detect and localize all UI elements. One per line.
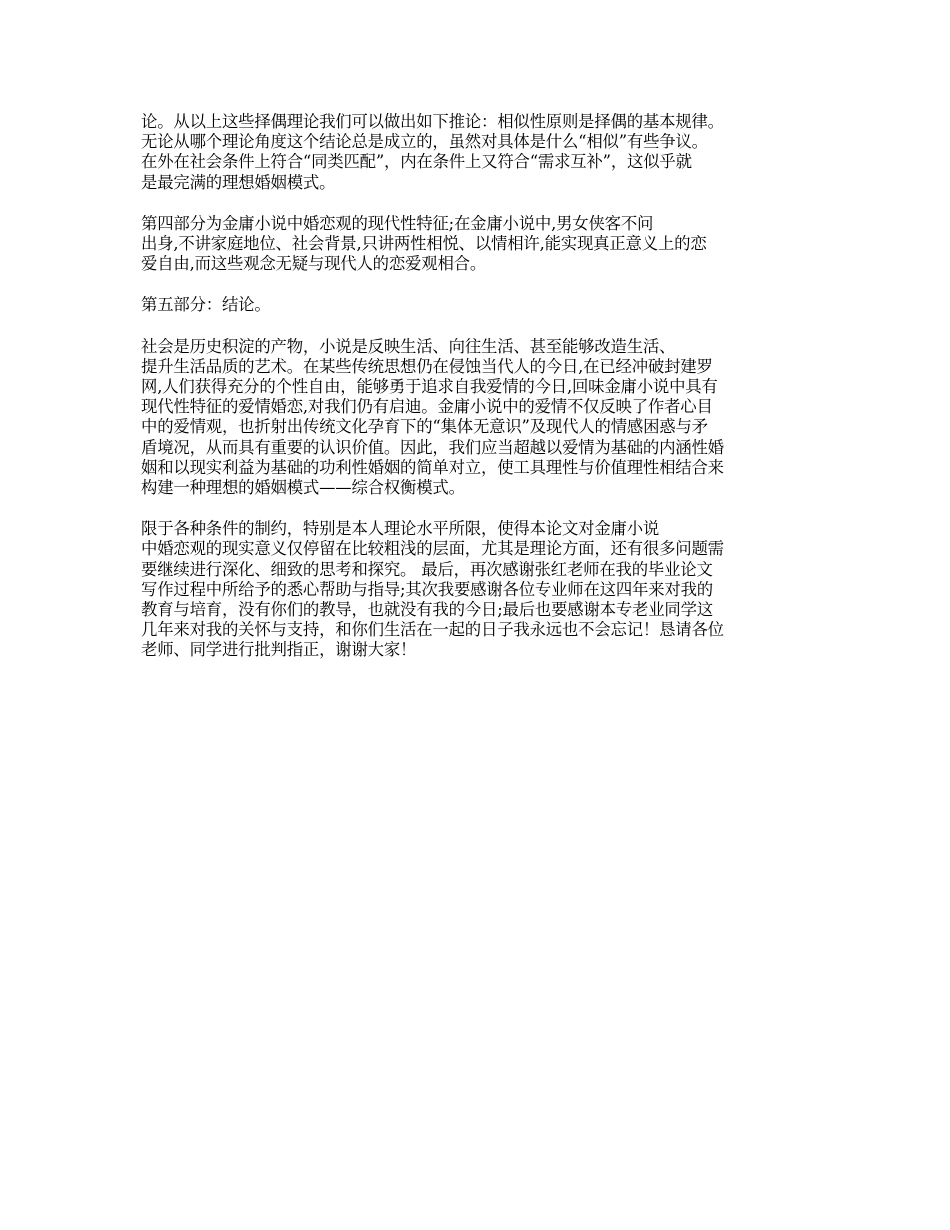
paragraph-part-five-heading: 第五部分：结论。 xyxy=(141,295,271,315)
paragraph-conclusion: 社会是历史积淀的产物，小说是反映生活、向往生活、甚至能够改造生活、 提升生活品质的艺术。在某些传统思想仍在侵蚀当代人的今日,在已经冲破封建罗 网,人们获得充分的个性自由，能够勇于追求自我爱情的今日,回味金庸小说中具有 现代性特征的爱情婚恋,对我们仍有启迪。金庸小说中的爱情不仅反映了作者心目 中的爱情观，也折射出传统文化孕育下的“集体无意识”及现代人的情感困惑与矛 盾境况，从而具有重要的认识价值。因此，我们应当超越以爱情为基础的内涵性婚 姻和以现实利益为基础的功利性婚姻的简单对立，使工具理性与价值理性相结合来 构建一种理想的婚姻模式——综合权衡模式。 xyxy=(141,336,724,498)
paragraph-mate-selection-conclusion: 论。从以上这些择偶理论我们可以做出如下推论：相似性原则是择偶的基本规律。 无论从哪个理论角度这个结论总是成立的，虽然对具体是什么“相似”有些争议。 在外在社会条件上符合“同类匹配”，内在条件上又符合“需求互补”，这似乎就 是最完满的理想婚姻模式。 xyxy=(141,112,724,192)
document-body xyxy=(141,112,831,682)
paragraph-acknowledgements: 限于各种条件的制约，特别是本人理论水平所限，使得本论文对金庸小说 中婚恋观的现实意义仅停留在比较粗浅的层面，尤其是理论方面，还有很多问题需 要继续进行深化、细致的思考和探究。 最后，再次感谢张红老师在我的毕业论文 写作过程中所给予的悉心帮助与指导;其次我要感谢各位专业师在这四年来对我的 教育与培育，没有你们的教导，也就没有我的今日;最后也要感谢本专老业同学这 几年来对我的关怀与支持，和你们生活在一起的日子我永远也不会忘记！恳请各位 老师、同学进行批判指正，谢谢大家！ xyxy=(141,519,724,660)
paragraph-part-four: 第四部分为金庸小说中婚恋观的现代性特征;在金庸小说中,男女侠客不问 出身,不讲家庭地位、社会背景,只讲两性相悦、以情相许,能实现真正意义上的恋 爱自由,而这些观念无疑与现代人的恋爱观相合。 xyxy=(141,213,707,274)
